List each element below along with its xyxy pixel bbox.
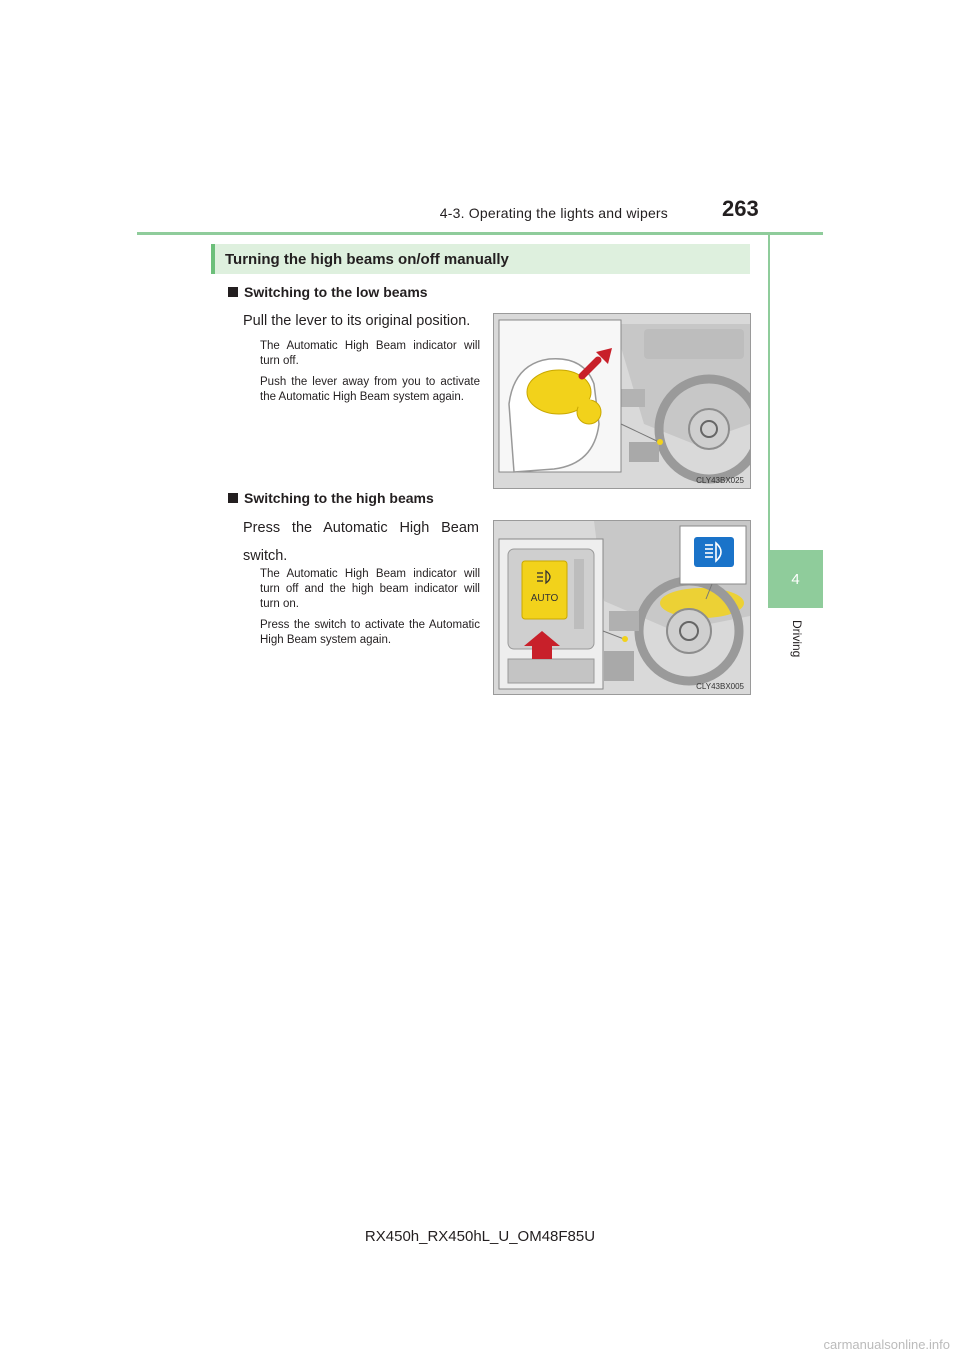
square-bullet-icon xyxy=(228,493,238,503)
chapter-tab[interactable]: 4 xyxy=(768,550,823,608)
auto-switch-label: AUTO xyxy=(530,593,559,604)
note-paragraph: The Automatic High Beam indicator will turn off. xyxy=(260,340,480,367)
note-paragraph: Push the lever away from you to activate the Automatic High Beam system again. xyxy=(260,376,480,403)
figure-code: CLY43BX025 xyxy=(696,476,744,485)
running-header: 4-3. Operating the lights and wipers xyxy=(439,205,668,221)
header-rule xyxy=(137,232,823,235)
note-group xyxy=(260,339,480,411)
section-title xyxy=(211,244,750,274)
page-number: 263 xyxy=(722,196,759,221)
side-rule xyxy=(768,235,770,600)
document-footer: RX450h_RX450hL_U_OM48F85U xyxy=(364,1228,596,1245)
watermark[interactable]: carmanualsonline.info xyxy=(823,1337,950,1352)
instruction-text: Pull the lever to its original position. xyxy=(243,313,471,329)
chapter-label: Driving xyxy=(790,620,804,658)
lever-illustration xyxy=(493,313,751,489)
subheading-text: Switching to the high beams xyxy=(244,490,434,506)
figure-code: CLY43BX005 xyxy=(696,682,744,691)
subheading-text: Switching to the low beams xyxy=(244,284,428,300)
lever-drawing xyxy=(494,314,750,488)
note-group xyxy=(260,567,480,654)
note-paragraph: The Automatic High Beam indicator will turn off and the high beam indicator will turn on. xyxy=(260,568,480,610)
switch-illustration xyxy=(493,520,751,695)
switch-drawing xyxy=(494,521,750,694)
note-paragraph: Press the switch to activate the Automatic High Beam system again. xyxy=(260,619,480,646)
subheading-high-beams xyxy=(228,490,434,506)
subheading-low-beams xyxy=(228,284,428,300)
section-title-text: Turning the high beams on/off manually xyxy=(225,250,509,268)
square-bullet-icon xyxy=(228,287,238,297)
instruction-text: Press the Automatic High Beam switch. xyxy=(243,520,479,564)
